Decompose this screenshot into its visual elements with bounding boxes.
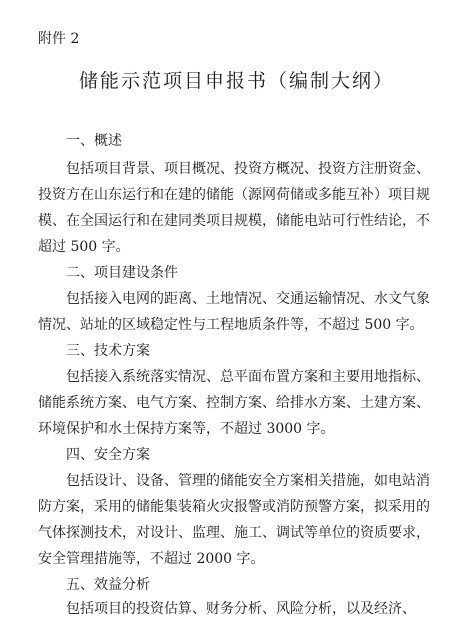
paragraph-line: 包括接入系统落实情况、总平面布置方案和主要用地指标、 bbox=[66, 369, 430, 385]
paragraph-line: 气体探测技术，对设计、监理、施工、调试等单位的资质要求， bbox=[38, 525, 430, 541]
paragraph-line: 包括接入电网的距离、土地情况、交通运输情况、水文气象 bbox=[66, 291, 430, 307]
paragraph-line: 包括项目背景、项目概况、投资方概况、投资方注册资金、 bbox=[66, 161, 430, 177]
paragraph-line: 情况、站址的区域稳定性与工程地质条件等，不超过 500 字。 bbox=[38, 317, 424, 333]
section-heading-benefit: 五、效益分析 bbox=[66, 577, 150, 593]
document-title: 储能示范项目申报书（编制大纲） bbox=[78, 70, 394, 92]
section-heading-safety: 四、安全方案 bbox=[66, 447, 150, 463]
paragraph-line: 模、在全国运行和在建同类项目规模，储能电站可行性结论，不 bbox=[38, 213, 430, 229]
paragraph-line: 储能系统方案、电气方案、控制方案、给排水方案、土建方案、 bbox=[38, 395, 430, 411]
paragraph-line: 包括项目的投资估算、财务分析、风险分析，以及经济、 bbox=[66, 601, 416, 617]
attachment-label: 附件 2 bbox=[38, 31, 80, 47]
paragraph-line: 投资方在山东运行和在建的储能（源网荷储或多能互补）项目规 bbox=[38, 187, 430, 203]
paragraph-line: 安全管理措施等，不超过 2000 字。 bbox=[38, 551, 265, 567]
section-heading-overview: 一、概述 bbox=[66, 133, 122, 149]
paragraph-line: 超过 500 字。 bbox=[38, 239, 130, 255]
paragraph-line: 包括设计、设备、管理的储能安全方案相关措施，如电站消 bbox=[66, 473, 430, 489]
section-heading-conditions: 二、项目建设条件 bbox=[66, 265, 178, 281]
paragraph-line: 环境保护和水土保持方案等，不超过 3000 字。 bbox=[38, 421, 335, 437]
paragraph-line: 防方案，采用的储能集装箱火灾报警或消防预警方案，拟采用的 bbox=[38, 499, 430, 515]
section-heading-technical: 三、技术方案 bbox=[66, 343, 150, 359]
